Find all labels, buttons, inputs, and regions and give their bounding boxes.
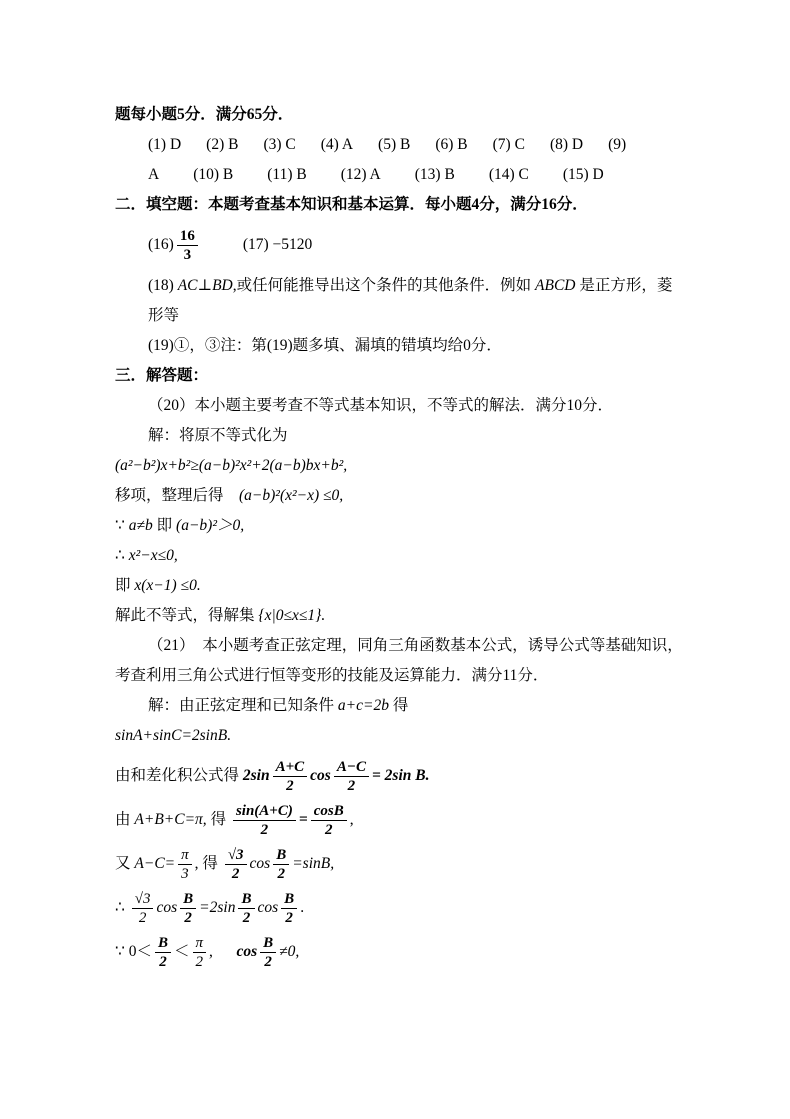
fraction-denominator: 2 (347, 778, 356, 794)
fraction-numerator: sin(A+C) (233, 802, 296, 821)
q20-inequality-expanded: (a²−b²)x+b²≥(a−b)²x²+2(a−b)bx+b², (115, 457, 348, 474)
q21-angle-difference-line (115, 846, 685, 883)
choice-answer: (3) C (263, 136, 296, 153)
choice-answer: (1) D (148, 136, 182, 153)
fraction-denominator: 2 (195, 954, 204, 970)
fraction (334, 758, 369, 795)
q18-label: (18) (148, 277, 178, 294)
fraction-numerator: B (180, 890, 196, 909)
q20-therefore-line (115, 541, 685, 571)
fraction (193, 934, 207, 971)
q16-label: (16) (148, 236, 174, 254)
choice-answers-row-2 (115, 160, 685, 190)
q18-answer (115, 271, 685, 331)
q20-text: 即 (152, 517, 177, 534)
q21-text: ＜ (174, 943, 190, 961)
fraction-denominator: 2 (184, 910, 192, 926)
q21-text: , (349, 811, 354, 829)
q21-math: ≠0, (279, 943, 300, 961)
fraction-numerator: B (238, 890, 254, 909)
fraction-denominator: 2 (324, 822, 333, 838)
fraction (281, 890, 297, 927)
q20-because-line (115, 511, 685, 541)
q20-text: 解此不等式，得解集 (115, 607, 259, 624)
q21-text: 得 (206, 811, 230, 829)
therefore-symbol: ∴ (115, 547, 129, 564)
q21-math: cos (156, 899, 178, 917)
q17-answer: (17) −5120 (242, 236, 313, 254)
q21-text: . (300, 899, 305, 917)
fraction-numerator: B (273, 846, 289, 865)
q21-math: A−C= (134, 855, 176, 873)
fraction-numerator: 16 (177, 227, 198, 246)
q21-math: a+c=2b (337, 697, 389, 714)
choice-answer: (11) B (267, 166, 307, 183)
q21-sum-to-product-line (115, 758, 685, 795)
fraction (155, 934, 171, 971)
q21-intro: （21） 本小题考查正弦定理，同角三角函数基本公式，诱导公式等基础知识，考查利用三角公式进行恒等变形的技能及运算能力．满分11分． (115, 637, 683, 684)
choice-answer: (9) (608, 136, 627, 153)
q18-text: 是正方形，菱形等 (148, 277, 673, 324)
q21-text: 解：由正弦定理和已知条件 (148, 697, 338, 714)
fraction-denominator: 2 (242, 910, 251, 926)
fraction (260, 934, 276, 971)
choice-answer: (4) A (320, 136, 354, 153)
fraction-denominator: 2 (286, 778, 294, 794)
q21-math: cos (257, 899, 279, 917)
fraction-denominator: 2 (231, 866, 240, 882)
choice-answer: (13) B (414, 166, 455, 183)
q16-answer-fraction (177, 227, 198, 264)
q21-text: 得 (388, 697, 409, 714)
fraction-numerator: A−C (334, 758, 369, 777)
choice-answer: (2) B (206, 136, 239, 153)
choice-answer: A (148, 166, 160, 183)
fraction-numerator: B (260, 934, 276, 953)
q20-math: (a−b)²＞0, (176, 517, 245, 534)
q21-math: cos (236, 943, 258, 961)
fraction (225, 846, 247, 883)
fraction (178, 846, 192, 883)
choice-answer: (5) B (378, 136, 411, 153)
q21-math: sinA+sinC=2sinB. (115, 727, 232, 744)
q20-math: a≠b (128, 517, 153, 534)
fraction (180, 890, 196, 927)
fraction-numerator: √3 (132, 890, 154, 909)
q19-answer-text: (19)①，③ (148, 337, 221, 354)
fraction (238, 890, 254, 927)
fill-in-answers-16-17 (115, 227, 685, 264)
q21-math: cos (310, 767, 331, 785)
choice-answer: (15) D (562, 166, 604, 183)
q21-math: = (298, 811, 308, 829)
section1-scoring-note: 题每小题5分．满分65分． (115, 106, 294, 123)
q20-rearranged-line (115, 481, 685, 511)
fraction (273, 846, 289, 883)
q20-math: x²−x≤0, (128, 547, 178, 564)
choice-answer: (7) C (492, 136, 525, 153)
fraction (273, 758, 308, 795)
fraction-denominator: 3 (183, 247, 192, 263)
q21-text: , 得 (194, 855, 222, 873)
fraction-numerator: π (193, 934, 207, 953)
q21-because-line (115, 934, 685, 971)
q21-math: = 2sin B. (371, 767, 430, 785)
q21-math: 2sin (242, 767, 270, 785)
q20-math: {x|0≤x≤1}. (258, 607, 326, 624)
q21-text: 由和差化积公式得 (115, 767, 243, 785)
fraction-numerator: cosB (311, 802, 347, 821)
choice-answer: (6) B (435, 136, 468, 153)
choice-answer: (8) D (549, 136, 584, 153)
fraction-numerator: √3 (225, 846, 247, 865)
fraction-denominator: 2 (264, 954, 272, 970)
q21-solution-start (115, 691, 685, 721)
q20-solution-start: 解：将原不等式化为 (148, 427, 288, 444)
q20-math: x(x−1) ≤0. (134, 577, 201, 594)
fraction-numerator: B (281, 890, 297, 909)
fraction (132, 890, 154, 927)
fraction-denominator: 2 (260, 822, 269, 838)
q20-factored-line (115, 571, 685, 601)
q21-math: =2sin (199, 899, 236, 917)
q20-text: 即 (115, 577, 135, 594)
choice-answer: (14) C (488, 166, 529, 183)
q21-math: cos (249, 855, 271, 873)
q20-text: 移项，整理后得 (115, 487, 240, 504)
q19-note: 注：第(19)题多填、漏填的错填均给0分． (220, 337, 502, 354)
q21-therefore-line (115, 890, 685, 927)
q21-angle-sum-line (115, 802, 685, 839)
therefore-symbol: ∴ (115, 899, 129, 917)
fraction-denominator: 2 (138, 910, 147, 926)
q21-math: A+B+C=π, (134, 811, 207, 829)
because-symbol: ∵ 0＜ (115, 943, 152, 961)
q21-text: 由 (115, 811, 135, 829)
q21-text: 又 (115, 855, 135, 873)
because-symbol: ∵ (115, 517, 129, 534)
choice-answers-row-1 (115, 130, 685, 160)
section3-title: 三．解答题： (115, 367, 209, 384)
q18-math: ABCD (535, 277, 576, 294)
q21-text: , (209, 943, 229, 961)
choice-answer: (12) A (340, 166, 381, 183)
q21-sine-rule-line (115, 721, 685, 751)
fraction-numerator: B (155, 934, 171, 953)
fraction-denominator: 3 (181, 866, 189, 882)
fraction-denominator: 2 (277, 866, 285, 882)
q18-text: ,或任何能推导出这个条件的其他条件．例如 (232, 277, 536, 294)
section2-title: 二．填空题：本题考查基本知识和基本运算．每小题4分，满分16分． (115, 196, 588, 213)
q18-math: AC⊥BD (177, 277, 233, 294)
fraction (311, 802, 347, 839)
q20-math: (a−b)²(x²−x) ≤0, (239, 487, 344, 504)
fraction-denominator: 2 (159, 954, 167, 970)
fraction-numerator: π (178, 846, 192, 865)
q20-intro: （20）本小题主要考查不等式基本知识，不等式的解法．满分10分． (148, 397, 614, 414)
fraction-denominator: 2 (285, 910, 293, 926)
fraction-numerator: A+C (273, 758, 308, 777)
q21-math: =sinB, (292, 855, 335, 873)
fraction (233, 802, 296, 839)
choice-answer: (10) B (193, 166, 234, 183)
q20-solution-set-line (115, 601, 685, 631)
q19-answer (115, 331, 685, 361)
